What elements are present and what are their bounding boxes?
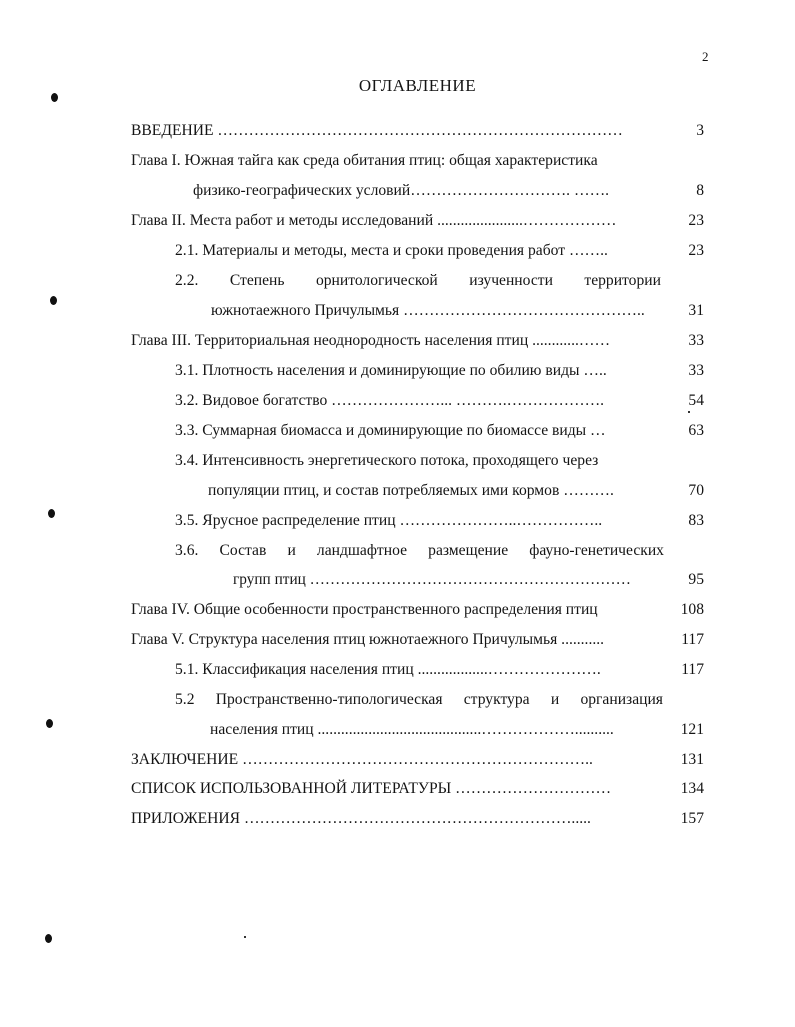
toc-entry bbox=[131, 809, 661, 829]
toc-entry-text: 3.3. Суммарная биомасса и доминирующие по биомассе виды … bbox=[175, 422, 606, 439]
toc-entry bbox=[131, 211, 655, 231]
toc-entry bbox=[175, 451, 663, 471]
toc-page-number: 54 bbox=[688, 392, 704, 409]
toc-entry-word: орнитологической bbox=[315, 272, 438, 289]
toc-entry-text: физико-географических условий…………………………. ……. bbox=[193, 182, 610, 199]
toc-entry-word: 2.2. bbox=[175, 272, 199, 289]
toc-page-number: 23 bbox=[688, 212, 704, 229]
binder-hole-mark bbox=[51, 93, 58, 102]
toc-entry bbox=[210, 720, 656, 740]
toc-entry-word: ландшафтное bbox=[316, 542, 408, 559]
toc-page-number: 117 bbox=[681, 631, 704, 648]
toc-entry bbox=[208, 481, 658, 501]
toc-entry-word: структура bbox=[463, 691, 530, 708]
toc-page-number: 95 bbox=[688, 571, 704, 588]
toc-entry-text: 3.2. Видовое богатство …………………... ……….………………. bbox=[175, 392, 605, 409]
toc-page-number: 8 bbox=[696, 182, 704, 199]
toc-entry-text: 3.4. Интенсивность энергетического потока, проходящего через bbox=[175, 452, 599, 469]
toc-entry bbox=[211, 301, 655, 321]
toc-page-number: 134 bbox=[680, 780, 704, 797]
toc-entry bbox=[131, 151, 661, 171]
toc-entry-word: 5.2 bbox=[175, 691, 195, 708]
toc-entry bbox=[175, 660, 653, 680]
toc-entry-word: и bbox=[550, 691, 560, 708]
toc-entry-text: южнотаежного Причулымья ……………………………………….. bbox=[211, 302, 645, 319]
toc-page-number: 131 bbox=[680, 751, 704, 768]
toc-page-number: 83 bbox=[688, 512, 704, 529]
toc-page-number: 117 bbox=[681, 661, 704, 678]
toc-entry-text: Глава IV. Общие особенности пространственного распределения птиц bbox=[131, 601, 598, 618]
page-number: 2 bbox=[702, 49, 709, 64]
toc-entry-text: 2.1. Материалы и методы, места и сроки проведения работ …….. bbox=[175, 242, 608, 259]
toc-entry bbox=[131, 121, 649, 141]
toc-entry-word: Степень bbox=[229, 272, 285, 289]
binder-hole-mark bbox=[48, 509, 55, 518]
toc-entry bbox=[131, 750, 657, 770]
toc-entry-text: ПРИЛОЖЕНИЯ ………………………………………………………..... bbox=[131, 810, 591, 827]
toc-page-number: 23 bbox=[688, 242, 704, 259]
toc-entry bbox=[175, 541, 664, 561]
toc-entry-text: Глава III. Территориальная неоднородность населения птиц ............…… bbox=[131, 332, 611, 349]
binder-hole-mark bbox=[45, 934, 52, 943]
toc-entry bbox=[175, 391, 659, 411]
toc-entry bbox=[175, 271, 661, 291]
toc-entry-text: 5.1. Классификация населения птиц ..................…………………. bbox=[175, 661, 601, 678]
toc-entry bbox=[131, 630, 661, 650]
toc-page-number: 33 bbox=[688, 362, 704, 379]
toc-entry-word: и bbox=[287, 542, 296, 559]
toc-page-number: 70 bbox=[688, 482, 704, 499]
toc-entry-text: популяции птиц, и состав потребляемых ими кормов ………. bbox=[208, 482, 614, 499]
toc-page-number: 33 bbox=[688, 332, 704, 349]
toc-entry bbox=[233, 570, 631, 590]
toc-entry-text: 3.5. Ярусное распределение птиц …………………..…………….. bbox=[175, 512, 603, 529]
toc-entry bbox=[131, 779, 653, 799]
toc-entry-text: Глава V. Структура населения птиц южнотаежного Причулымья ........... bbox=[131, 631, 605, 648]
toc-entry-text: групп птиц ……………………………………………………… bbox=[233, 571, 631, 588]
toc-entry-word: Пространственно-типологическая bbox=[215, 691, 443, 708]
toc-entry bbox=[175, 690, 663, 710]
toc-page-number: 63 bbox=[688, 422, 704, 439]
toc-page-number: 108 bbox=[680, 601, 704, 618]
toc-page-number: 157 bbox=[680, 810, 704, 827]
toc-page-number: 31 bbox=[688, 302, 704, 319]
toc-entry bbox=[175, 511, 661, 531]
toc-entry-text: 3.1. Плотность населения и доминирующие по обилию виды ….. bbox=[175, 362, 607, 379]
toc-entry-word: изученности bbox=[469, 272, 553, 289]
toc-title: ОГЛАВЛЕНИЕ bbox=[358, 76, 477, 95]
toc-page-number: 121 bbox=[680, 721, 704, 738]
scan-speck bbox=[688, 411, 690, 413]
toc-entry bbox=[131, 600, 663, 620]
toc-entry-text: ВВЕДЕНИЕ …………………………………………………………………… bbox=[131, 122, 623, 139]
toc-entry bbox=[175, 421, 662, 441]
binder-hole-mark bbox=[46, 719, 53, 728]
toc-entry-word: Состав bbox=[219, 542, 267, 559]
toc-page-number: 3 bbox=[696, 122, 704, 139]
toc-entry-word: организация bbox=[580, 691, 663, 708]
toc-entry bbox=[131, 331, 658, 351]
toc-entry-text: СПИСОК ИСПОЛЬЗОВАННОЙ ЛИТЕРАТУРЫ ………………………… bbox=[131, 780, 612, 797]
toc-entry-word: 3.6. bbox=[175, 542, 199, 559]
toc-entry-word: фауно-генетических bbox=[529, 542, 664, 559]
toc-entry bbox=[193, 181, 655, 201]
toc-entry-text: Глава II. Места работ и методы исследований ......................……………… bbox=[131, 212, 617, 229]
scan-speck bbox=[244, 936, 246, 938]
toc-entry-word: размещение bbox=[428, 542, 509, 559]
toc-entry bbox=[175, 361, 659, 381]
toc-entry bbox=[175, 241, 660, 261]
binder-hole-mark bbox=[50, 296, 57, 305]
toc-entry-text: Глава I. Южная тайга как среда обитания птиц: общая характеристика bbox=[131, 152, 598, 169]
toc-entry-text: населения птиц ..........................................……………….......... bbox=[210, 721, 614, 738]
toc-entry-word: территории bbox=[584, 272, 661, 289]
toc-entry-text: ЗАКЛЮЧЕНИЕ ………………………………………………………….. bbox=[131, 751, 593, 768]
